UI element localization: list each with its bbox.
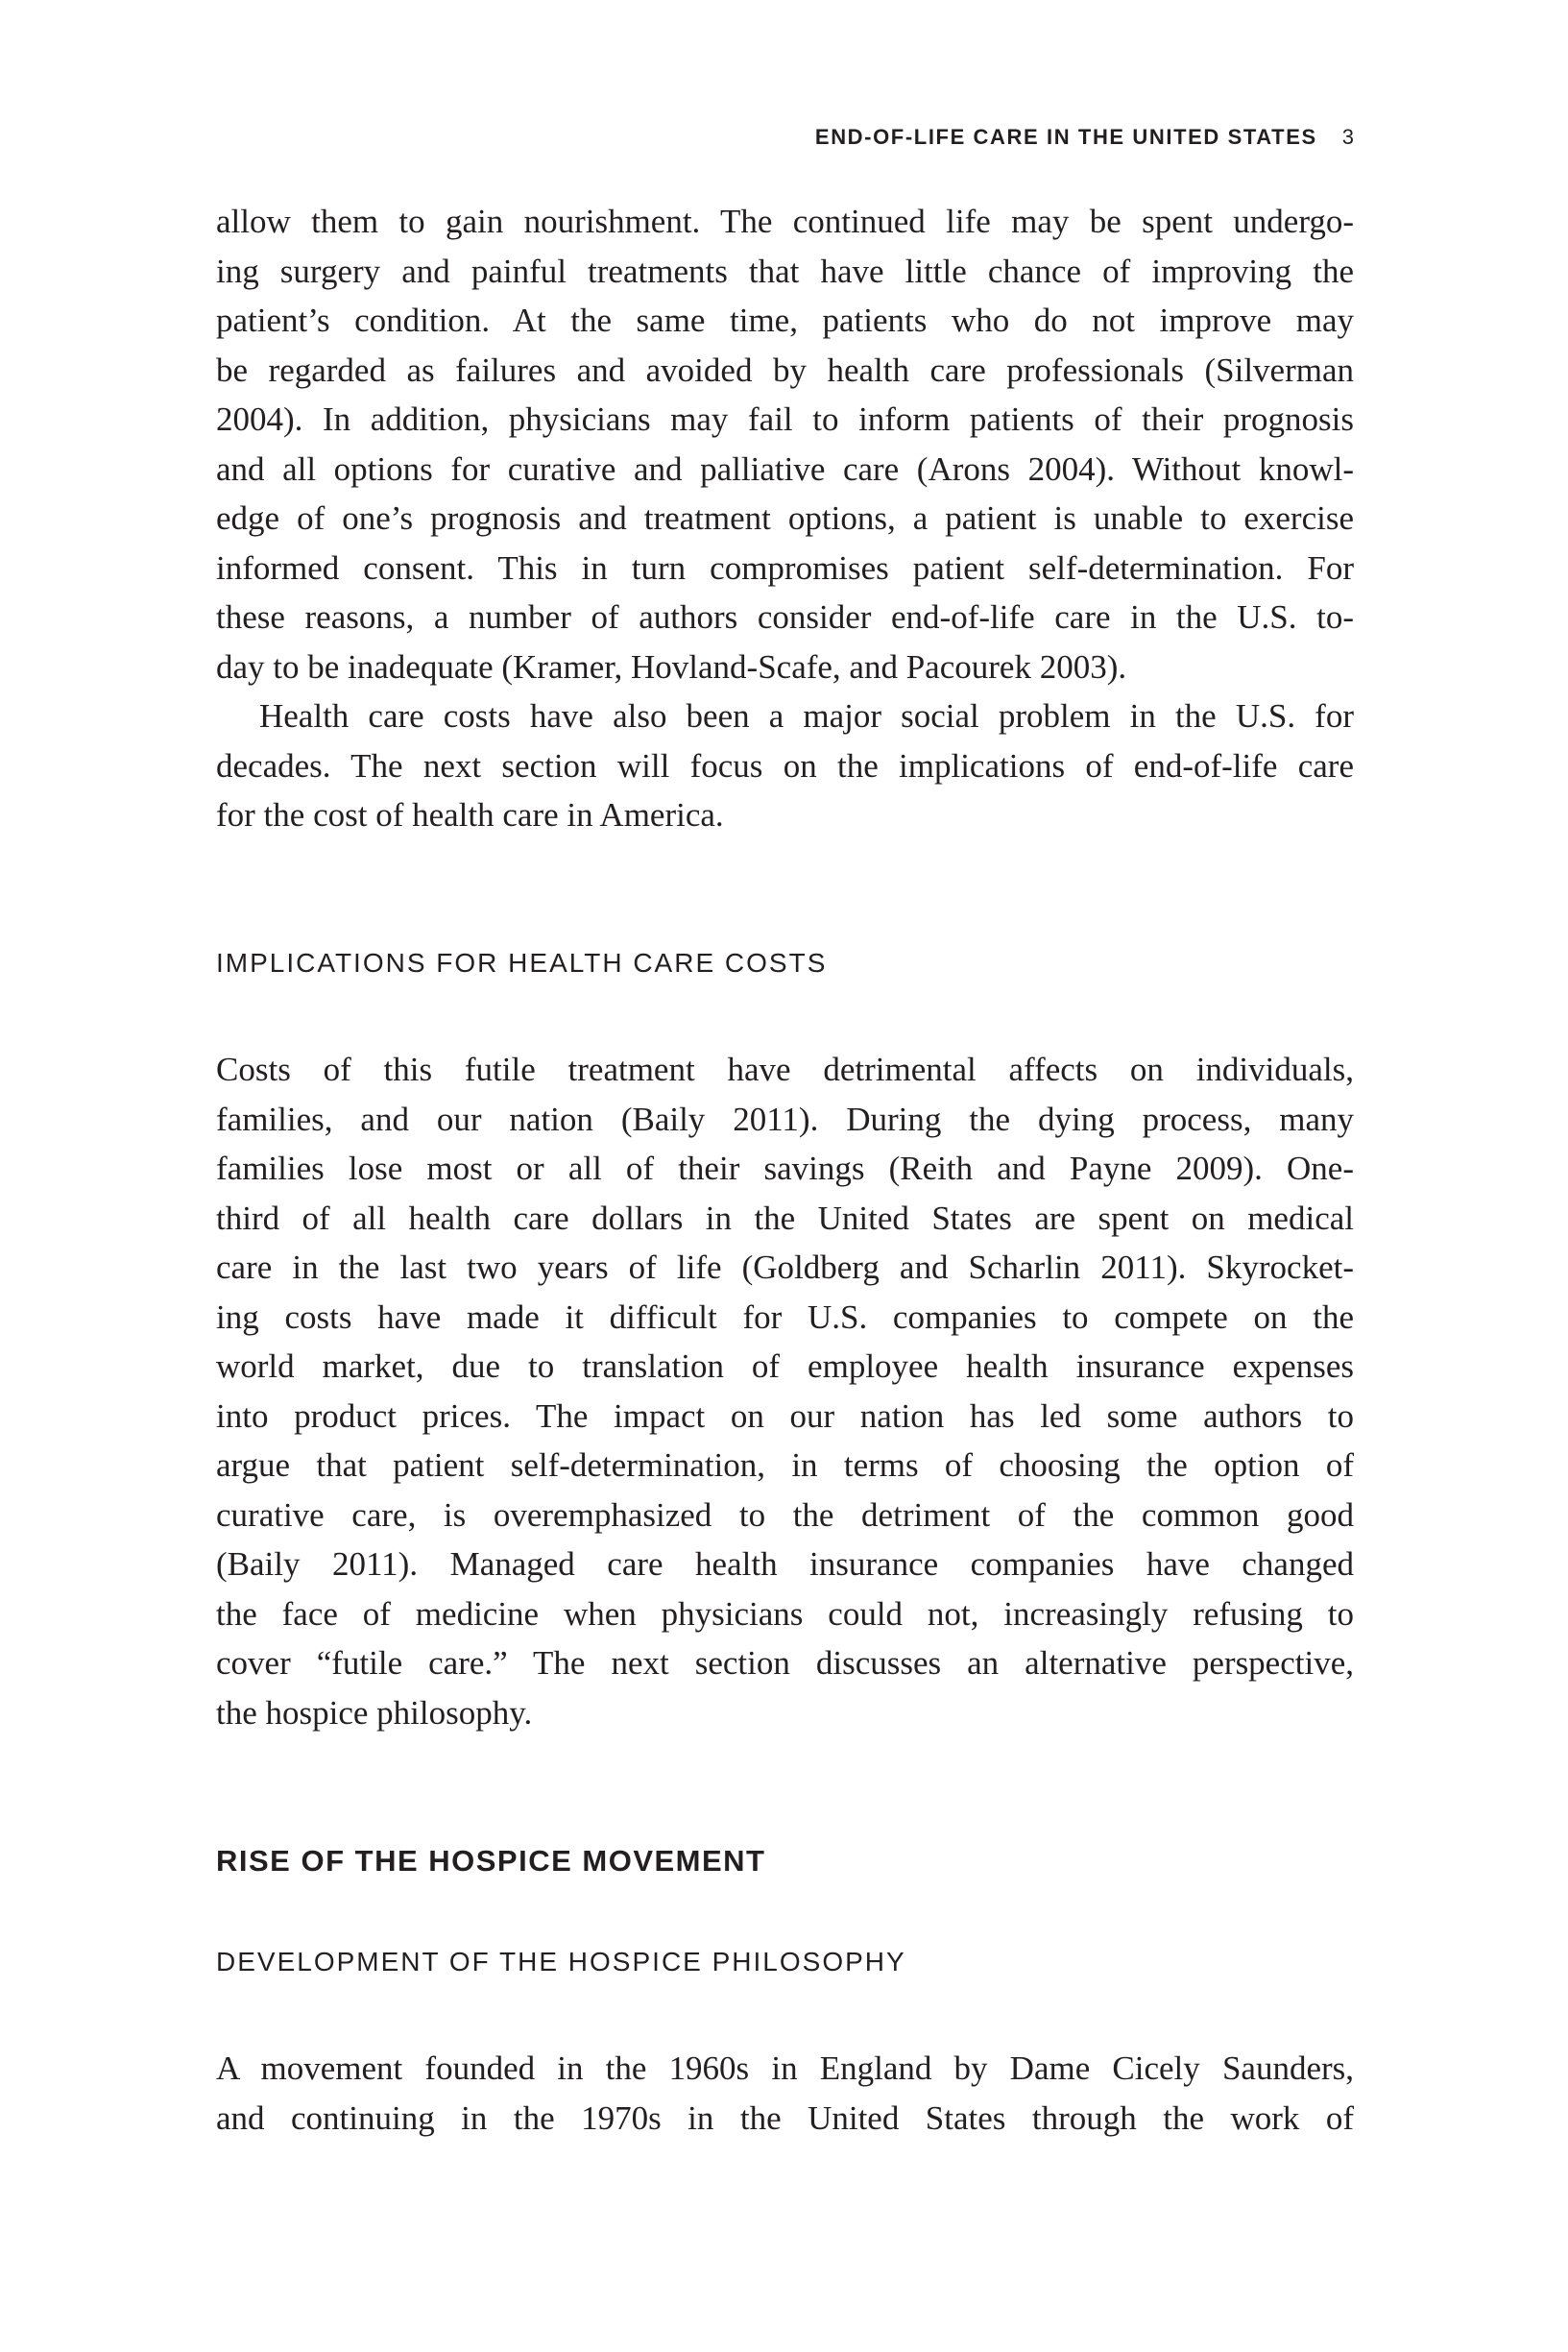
paragraph-hospice [216, 2044, 1354, 2143]
section-heading-hospice: RISE OF THE HOSPICE MOVEMENT [216, 1844, 766, 1878]
running-title: END-OF-LIFE CARE IN THE UNITED STATES [814, 125, 1317, 149]
text-line: Health care costs have also been a major social problem in the U.S. for [259, 697, 1354, 735]
text-line: ing costs have made it difficult for U.S. companies to compete on the [216, 1297, 1354, 1336]
text-line: for the cost of health care in America. [216, 796, 724, 834]
text-line: allow them to gain nourishment. The continued life may be spent undergo- [216, 203, 1354, 240]
section-heading-costs: IMPLICATIONS FOR HEALTH CARE COSTS [216, 948, 828, 978]
subsection-heading-philosophy: DEVELOPMENT OF THE HOSPICE PHILOSOPHY [216, 1947, 906, 1976]
text-line: third of all health care dollars in the United States are spent on medical [216, 1199, 1354, 1237]
text-line: decades. The next section will focus on the implications of end-of-life care [216, 746, 1354, 785]
page-number: 3 [1341, 125, 1354, 149]
text-line: care in the last two years of life (Goldberg and Scharlin 2011). Skyrocket- [216, 1249, 1354, 1286]
text-line: edge of one’s prognosis and treatment options, a patient is unable to exercise [216, 499, 1354, 537]
text-line: families lose most or all of their savings (Reith and Payne 2009). One- [216, 1150, 1354, 1187]
text-line: cover “futile care.” The next section discusses an alternative perspective, [216, 1644, 1354, 1682]
text-line: A movement founded in the 1960s in England by Dame Cicely Saunders, [216, 2049, 1354, 2087]
text-line: (Baily 2011). Managed care health insurance companies have changed [216, 1545, 1354, 1583]
text-line: families, and our nation (Baily 2011). During the dying process, many [216, 1100, 1354, 1138]
text-line: and continuing in the 1970s in the United States through the work of [216, 2098, 1354, 2137]
text-line: curative care, is overemphasized to the detriment of the common good [216, 1495, 1354, 1534]
text-line: and all options for curative and palliative care (Arons 2004). Without knowl- [216, 449, 1354, 488]
text-line: informed consent. This in turn compromises patient self-determination. For [216, 548, 1354, 587]
text-line: the face of medicine when physicians could not, increasingly refusing to [216, 1594, 1354, 1633]
running-header [216, 123, 1354, 152]
text-line: world market, due to translation of employee health insurance expenses [216, 1347, 1354, 1385]
text-line: 2004). In addition, physicians may fail to inform patients of their prognosis [216, 400, 1354, 438]
text-line: ing surgery and painful treatments that have little chance of improving the [216, 252, 1354, 290]
text-line: Costs of this futile treatment have detrimental affects on individuals, [216, 1051, 1354, 1088]
text-line: be regarded as failures and avoided by health care professionals (Silverman [216, 351, 1354, 389]
paragraph-continued [216, 197, 1354, 840]
text-line: patient’s condition. At the same time, patients who do not improve may [216, 302, 1354, 339]
text-line: day to be inadequate (Kramer, Hovland-Scafe, and Pacourek 2003). [216, 647, 1127, 686]
text-line: argue that patient self-determination, in terms of choosing the option of [216, 1446, 1354, 1484]
text-line: the hospice philosophy. [216, 1693, 533, 1732]
text-line: into product prices. The impact on our nation has led some authors to [216, 1396, 1354, 1435]
text-line: these reasons, a number of authors consider end-of-life care in the U.S. to- [216, 598, 1354, 636]
paragraph-costs [216, 1045, 1354, 1737]
